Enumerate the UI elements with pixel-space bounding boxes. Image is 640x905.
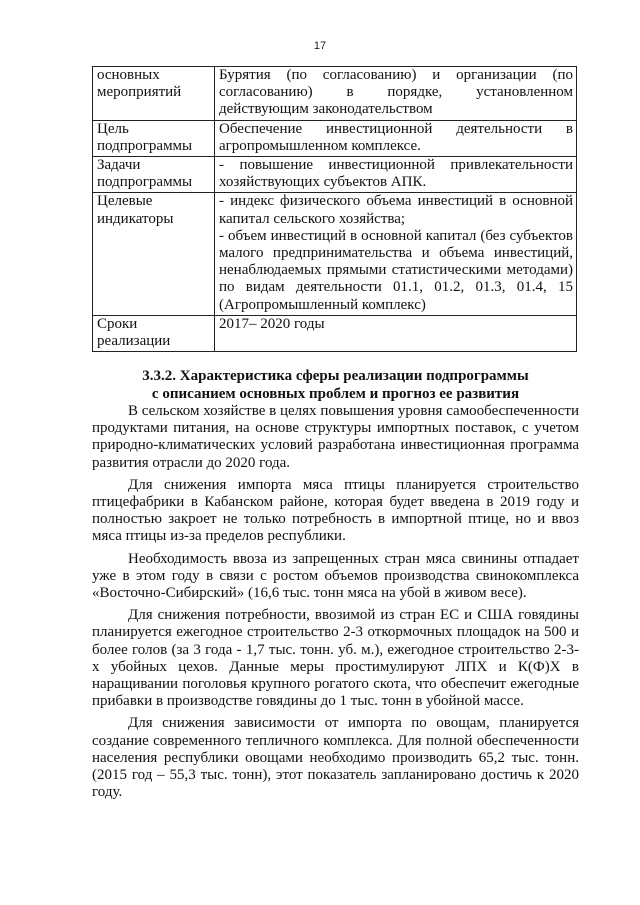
paragraph: В сельском хозяйстве в целях повышения уровня самообеспеченности продуктами питания, на основе структуры импортных поставок, с учетом природно-климатических условий разработана инвестиционная программа развития отрасли до 2020 года. [92,403,579,471]
row-label: Задачи подпрограммы [93,157,215,193]
table-row [93,67,577,121]
paragraph: Для снижения импорта мяса птицы планируется строительство птицефабрики в Кабанском районе, которая будет введена в 2019 году и полностью закроет не только потребность в импортной птице, но и ввоз мяса птицы из-за пределов республики. [92,476,579,545]
paragraph: Для снижения зависимости от импорта по овощам, планируется создание современного тепличного комплекса. Для полной обеспеченности населения республики овощами необходимо производить 65,2 тыс. тонн. (2015 год – 55,3 тыс. тонн), этот показатель запланировано достичь к 2020 году. [92,715,579,801]
row-value: - повышение инвестиционной привлекательности хозяйствующих субъектов АПК. [215,157,577,193]
indicator-line: - объем инвестиций в основной капитал (без субъектов малого предпринимательства и объема инвестиций, ненаблюдаемых прямыми статистическими методами) по видам деятельности 01.1, 01.2, 01.3, 01.4, 15 (Агропромышленный комплекс) [219,227,573,313]
row-label: основных мероприятий [93,67,215,121]
section-body [92,403,579,801]
paragraph: Необходимость ввоза из запрещенных стран мяса свинины отпадает уже в этом году в связи с ростом объемов производства свинокомплекса «Восточно-Сибирский» (16,6 тыс. тонн мяса на убой в живом весе). [92,550,579,602]
indicator-line: - индекс физического объема инвестиций в основной капитал сельского хозяйства; [219,193,573,227]
table-row [93,315,577,351]
paragraph: Для снижения потребности, ввозимой из стран ЕС и США говядины планируется ежегодное строительство 2-3 откормочных площадок на 500 и более голов (за 3 года - 1,7 тыс. тонн. уб. м.), ежегодное строительство 2-3-х убойных цехов. Данные меры простимулируют ЛПХ и К(Ф)Х в наращивании поголовья крупного рогатого скота, что обеспечит ежегодные прибавки в производстве говядины до 1 тыс. тонн в убойной массе. [92,607,579,710]
subprogram-passport-table [92,66,577,352]
section-heading-line: с описанием основных проблем и прогноз ее развития [151,385,520,402]
row-value [215,193,577,315]
row-value: 2017– 2020 годы [215,315,577,351]
section-heading-line: 3.3.2. Характеристика сферы реализации подпрограммы [142,368,529,384]
row-value: Обеспечение инвестиционной деятельности в агропромышленном комплексе. [215,120,577,156]
section-heading [92,368,579,403]
table-row [93,157,577,193]
row-label: Сроки реализации [93,315,215,351]
row-label: Целевые индикаторы [93,193,215,315]
table-row [93,193,577,315]
row-label: Цель подпрограммы [93,120,215,156]
row-value: Бурятия (по согласованию) и организации (по согласованию) в порядке, установленном действующим законодательством [215,67,577,121]
table-row [93,120,577,156]
page-number: 17 [313,40,327,52]
